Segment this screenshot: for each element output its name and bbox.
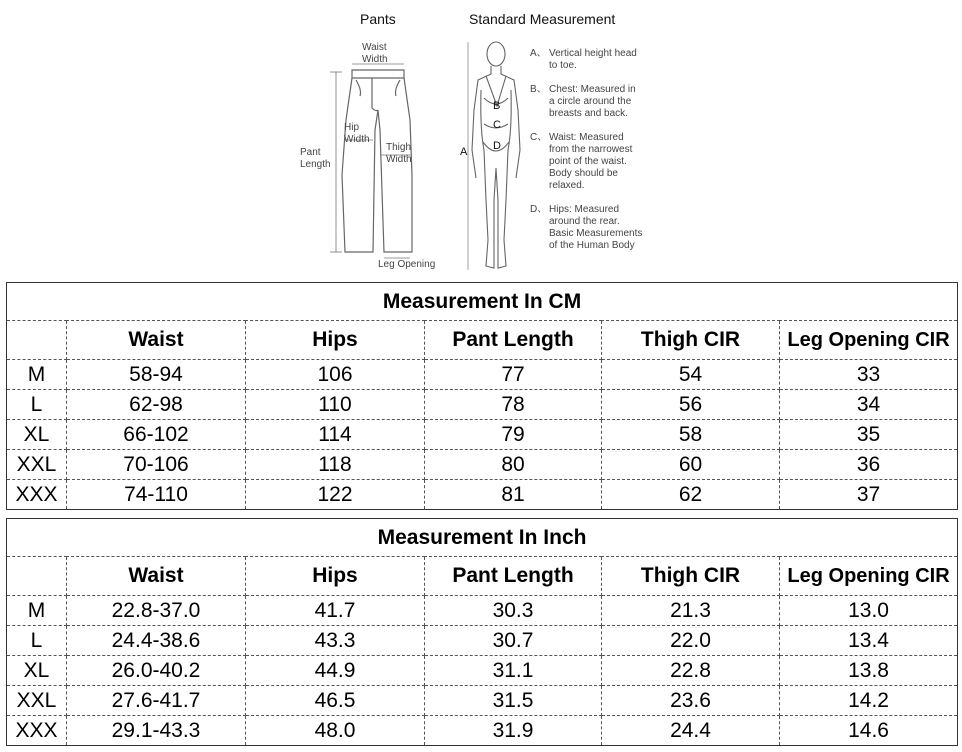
pant-length-cell: 30.7: [425, 626, 602, 656]
hips-cell: 44.9: [246, 656, 425, 686]
hips-cell: 118: [246, 450, 425, 480]
size-cell: L: [7, 626, 67, 656]
waist-cell: 24.4-38.6: [67, 626, 246, 656]
note-b-marker: B、: [530, 84, 547, 95]
inch-header-leg-opening-cir: Leg Opening CIR: [780, 557, 958, 596]
waist-cell: 29.1-43.3: [67, 716, 246, 746]
pant-length-cell: 79: [425, 420, 602, 450]
inch-table-title: Measurement In Inch: [7, 519, 958, 557]
pant-length-label-1: Pant: [300, 147, 321, 158]
body-title: Standard Measurement: [469, 11, 616, 27]
cm-header-leg-opening-cir: Leg Opening CIR: [780, 321, 958, 360]
size-cell: XL: [7, 656, 67, 686]
waist-width-label-1: Waist: [362, 42, 387, 53]
note-c-marker: C、: [530, 132, 548, 143]
thigh-cir-cell: 24.4: [602, 716, 780, 746]
waist-width-label-2: Width: [362, 54, 388, 65]
thigh-cir-cell: 54: [602, 360, 780, 390]
waist-cell: 58-94: [67, 360, 246, 390]
note-c-line: relaxed.: [549, 180, 585, 191]
cm-size-table: [6, 282, 958, 510]
thigh-width-label-1: Thigh: [386, 142, 412, 153]
cm-header-hips: Hips: [246, 321, 425, 360]
note-d-line: around the rear.: [549, 216, 620, 227]
size-cell: XXL: [7, 686, 67, 716]
pant-length-cell: 31.1: [425, 656, 602, 686]
body-figure: [472, 42, 520, 268]
pant-length-cell: 78: [425, 390, 602, 420]
hips-cell: 43.3: [246, 626, 425, 656]
cm-header-thigh-cir: Thigh CIR: [602, 321, 780, 360]
inch-header-waist: Waist: [67, 557, 246, 596]
waist-cell: 62-98: [67, 390, 246, 420]
thigh-cir-cell: 60: [602, 450, 780, 480]
inch-header-pant-length: Pant Length: [425, 557, 602, 596]
waist-cell: 22.8-37.0: [67, 596, 246, 626]
note-a-line: to toe.: [549, 60, 577, 71]
hips-cell: 46.5: [246, 686, 425, 716]
leg-opening-cell: 37: [780, 480, 958, 510]
thigh-cir-cell: 22.8: [602, 656, 780, 686]
note-c-line: from the narrowest: [549, 144, 633, 155]
leg-opening-cell: 14.2: [780, 686, 958, 716]
leg-opening-cell: 35: [780, 420, 958, 450]
note-a-marker: A、: [530, 48, 547, 59]
leg-opening-cell: 34: [780, 390, 958, 420]
leg-opening-cell: 13.8: [780, 656, 958, 686]
letter-a: A: [460, 146, 468, 158]
hips-cell: 106: [246, 360, 425, 390]
table-row: [7, 420, 958, 450]
waist-cell: 70-106: [67, 450, 246, 480]
cm-table-title: Measurement In CM: [7, 283, 958, 321]
letter-b: B: [493, 100, 501, 112]
hips-cell: 122: [246, 480, 425, 510]
size-cell: M: [7, 596, 67, 626]
pants-title: Pants: [360, 11, 396, 27]
table-row: [7, 450, 958, 480]
note-b-line: breasts and back.: [549, 108, 628, 119]
pant-length-cell: 31.5: [425, 686, 602, 716]
measurement-diagram: [0, 0, 962, 278]
inch-header-size: [7, 557, 67, 596]
note-d-marker: D、: [530, 204, 548, 215]
hips-cell: 114: [246, 420, 425, 450]
pant-length-cell: 30.3: [425, 596, 602, 626]
inch-header-thigh-cir: Thigh CIR: [602, 557, 780, 596]
thigh-cir-cell: 22.0: [602, 626, 780, 656]
thigh-cir-cell: 21.3: [602, 596, 780, 626]
hip-width-label-1: Hip: [344, 122, 360, 133]
table-row: [7, 656, 958, 686]
leg-opening-cell: 13.0: [780, 596, 958, 626]
table-row: [7, 390, 958, 420]
waist-cell: 74-110: [67, 480, 246, 510]
note-d-line: Hips: Measured: [549, 204, 620, 215]
note-b-line: a circle around the: [549, 96, 632, 107]
size-cell: M: [7, 360, 67, 390]
waist-cell: 26.0-40.2: [67, 656, 246, 686]
cm-header-waist: Waist: [67, 321, 246, 360]
note-d-line: of the Human Body: [549, 240, 635, 251]
pant-length-label-2: Length: [300, 159, 331, 170]
thigh-cir-cell: 23.6: [602, 686, 780, 716]
pant-length-cell: 77: [425, 360, 602, 390]
table-row: [7, 480, 958, 510]
note-b-line: Chest: Measured in: [549, 84, 636, 95]
thigh-cir-cell: 56: [602, 390, 780, 420]
hips-cell: 110: [246, 390, 425, 420]
measurement-notes: [530, 48, 642, 251]
cm-header-size: [7, 321, 67, 360]
note-c-line: point of the waist.: [549, 156, 627, 167]
table-row: [7, 686, 958, 716]
thigh-cir-cell: 62: [602, 480, 780, 510]
pant-length-cell: 31.9: [425, 716, 602, 746]
leg-opening-cell: 13.4: [780, 626, 958, 656]
letter-d: D: [493, 140, 501, 152]
table-row: [7, 360, 958, 390]
letter-c: C: [493, 119, 501, 131]
size-cell: XXX: [7, 716, 67, 746]
note-a-line: Vertical height head: [549, 48, 637, 59]
leg-opening-label: Leg Opening: [378, 259, 436, 270]
waist-cell: 66-102: [67, 420, 246, 450]
table-row: [7, 626, 958, 656]
note-c-line: Body should be: [549, 168, 618, 179]
thigh-cir-cell: 58: [602, 420, 780, 450]
size-cell: XXL: [7, 450, 67, 480]
inch-header-hips: Hips: [246, 557, 425, 596]
inch-size-table: [6, 518, 958, 746]
note-d-line: Basic Measurements: [549, 228, 643, 239]
waist-cell: 27.6-41.7: [67, 686, 246, 716]
hips-cell: 41.7: [246, 596, 425, 626]
leg-opening-cell: 33: [780, 360, 958, 390]
cm-header-pant-length: Pant Length: [425, 321, 602, 360]
table-row: [7, 596, 958, 626]
pant-length-cell: 81: [425, 480, 602, 510]
size-cell: XL: [7, 420, 67, 450]
leg-opening-cell: 36: [780, 450, 958, 480]
hip-width-label-2: Width: [344, 134, 370, 145]
hips-cell: 48.0: [246, 716, 425, 746]
size-cell: L: [7, 390, 67, 420]
table-row: [7, 716, 958, 746]
note-c-line: Waist: Measured: [549, 132, 624, 143]
size-cell: XXX: [7, 480, 67, 510]
leg-opening-cell: 14.6: [780, 716, 958, 746]
thigh-width-label-2: Width: [386, 154, 412, 165]
pant-length-cell: 80: [425, 450, 602, 480]
